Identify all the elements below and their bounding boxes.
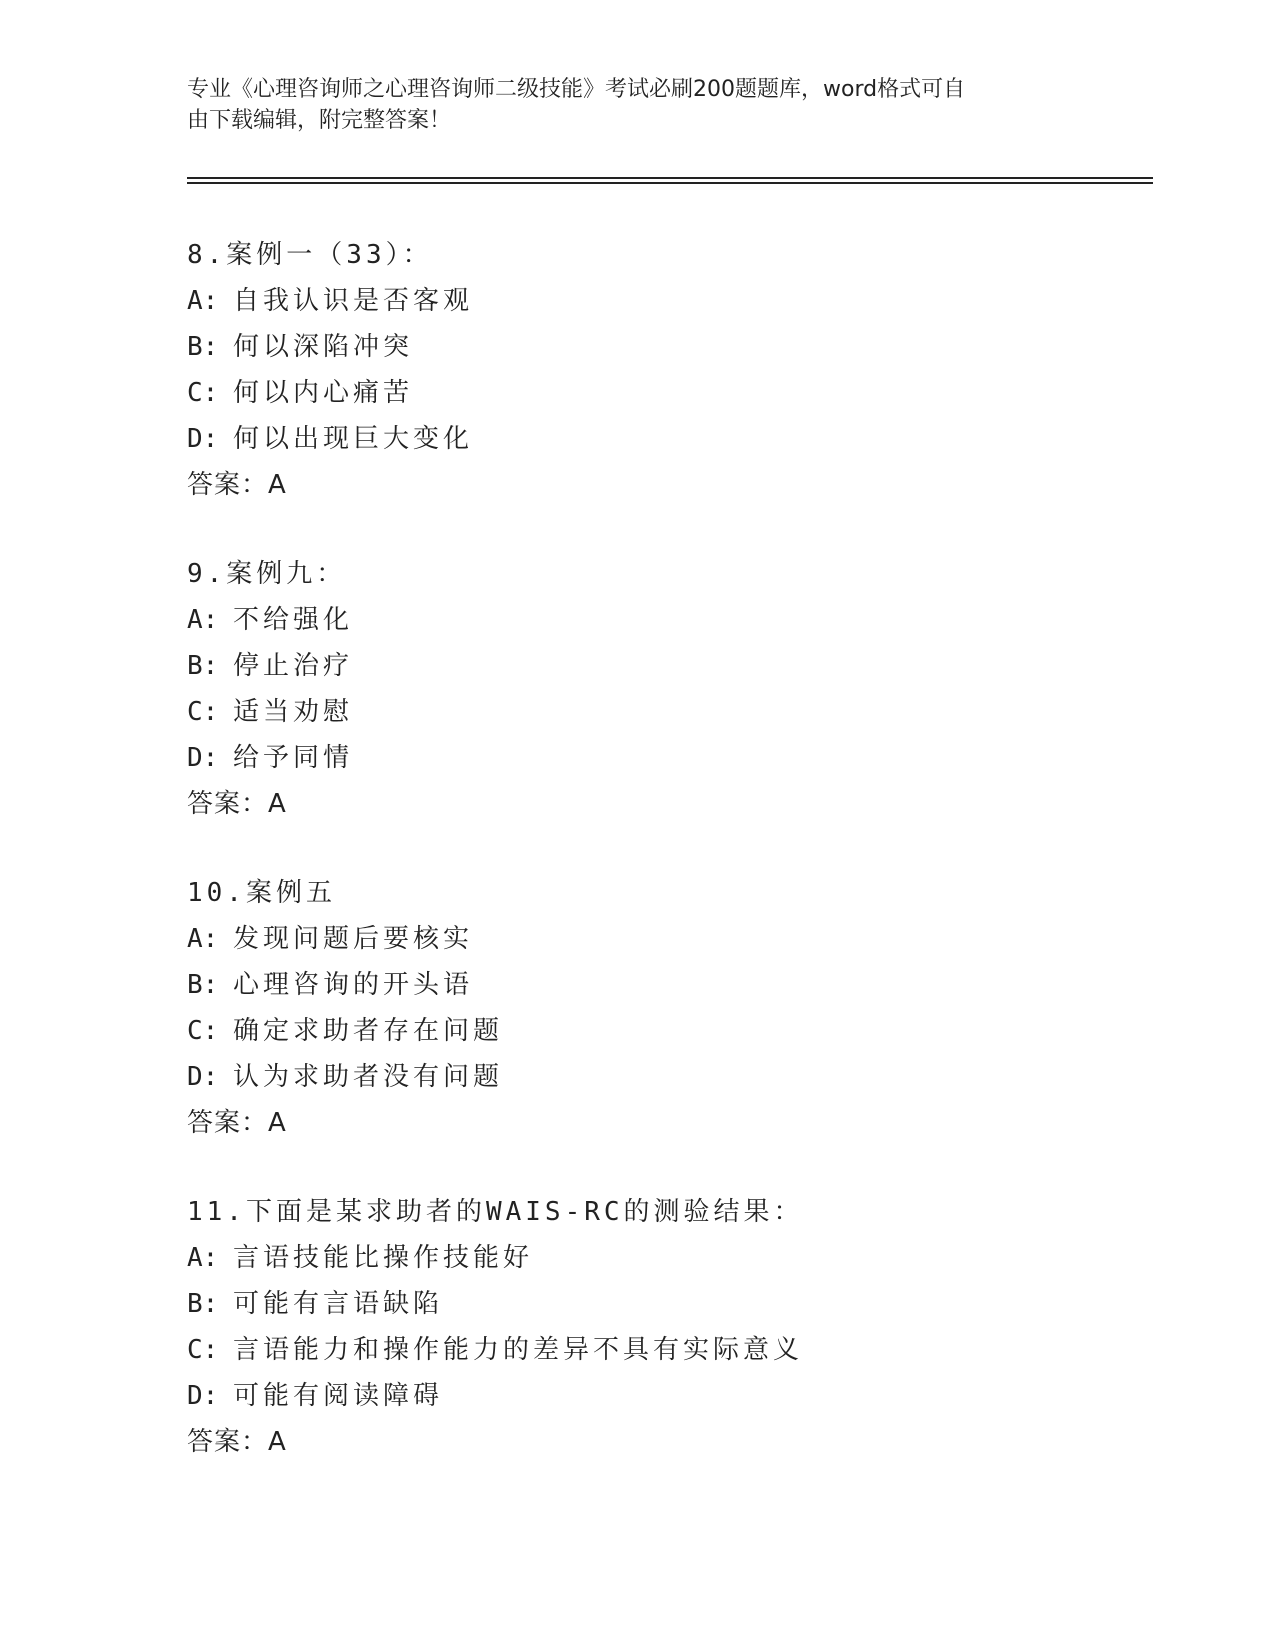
header-line-2: 由下载编辑，附完整答案！: [187, 108, 452, 133]
option-b: [187, 324, 1187, 370]
answer-line: 答案：A: [187, 789, 287, 819]
option-text: 认为求助者没有问题: [233, 1062, 504, 1092]
answer-line: 答案：A: [187, 470, 287, 500]
answer-line: 答案：A: [187, 1108, 287, 1138]
option-text: 不给强化: [233, 605, 354, 635]
question-stem: 11.下面是某求助者的WAIS-RC的测验结果：: [187, 1197, 804, 1227]
option-b: [187, 1281, 1187, 1327]
question-stem: 8.案例一（33）：: [187, 240, 433, 270]
option-key: D:: [187, 1062, 219, 1092]
option-key: D:: [187, 424, 219, 454]
option-text: 适当劝慰: [233, 697, 354, 727]
option-key: B:: [187, 332, 219, 362]
option-a: [187, 597, 1187, 643]
option-key: A:: [187, 924, 219, 954]
option-key: C:: [187, 697, 219, 727]
option-key: D:: [187, 743, 219, 773]
option-text: 言语技能比操作技能好: [233, 1243, 534, 1273]
option-c: [187, 689, 1187, 735]
option-c: [187, 1008, 1187, 1054]
option-key: B:: [187, 1289, 219, 1319]
option-d: [187, 1373, 1187, 1419]
option-key: C:: [187, 378, 219, 408]
question-9: [187, 551, 1187, 827]
document-header: [187, 74, 1067, 136]
option-text: 发现问题后要核实: [233, 924, 474, 954]
answer-line: 答案：A: [187, 1427, 287, 1457]
option-a: [187, 278, 1187, 324]
header-rule-top: [187, 177, 1153, 179]
option-d: [187, 735, 1187, 781]
option-d: [187, 416, 1187, 462]
option-key: A:: [187, 1243, 219, 1273]
option-b: [187, 962, 1187, 1008]
option-text: 可能有言语缺陷: [233, 1289, 444, 1319]
option-key: A:: [187, 605, 219, 635]
option-text: 可能有阅读障碍: [233, 1381, 444, 1411]
option-key: C:: [187, 1016, 219, 1046]
option-b: [187, 643, 1187, 689]
option-key: D:: [187, 1381, 219, 1411]
question-8: [187, 232, 1187, 508]
option-key: C:: [187, 1335, 219, 1365]
question-stem: 10.案例五: [187, 878, 336, 908]
option-text: 自我认识是否客观: [233, 286, 474, 316]
option-text: 停止治疗: [233, 651, 354, 681]
header-line-1: 专业《心理咨询师之心理咨询师二级技能》考试必刷200题题库，word格式可自: [187, 77, 966, 102]
question-stem: 9.案例九：: [187, 559, 347, 589]
header-rule-bottom: [187, 182, 1153, 184]
option-a: [187, 916, 1187, 962]
option-text: 何以内心痛苦: [233, 378, 414, 408]
option-a: [187, 1235, 1187, 1281]
option-text: 何以出现巨大变化: [233, 424, 474, 454]
option-c: [187, 370, 1187, 416]
option-d: [187, 1054, 1187, 1100]
option-text: 何以深陷冲突: [233, 332, 414, 362]
option-key: B:: [187, 651, 219, 681]
question-11: [187, 1189, 1187, 1465]
option-c: [187, 1327, 1187, 1373]
option-text: 心理咨询的开头语: [233, 970, 474, 1000]
option-key: B:: [187, 970, 219, 1000]
option-key: A:: [187, 286, 219, 316]
option-text: 确定求助者存在问题: [233, 1016, 504, 1046]
option-text: 言语能力和操作能力的差异不具有实际意义: [233, 1335, 804, 1365]
option-text: 给予同情: [233, 743, 354, 773]
question-10: [187, 870, 1187, 1146]
